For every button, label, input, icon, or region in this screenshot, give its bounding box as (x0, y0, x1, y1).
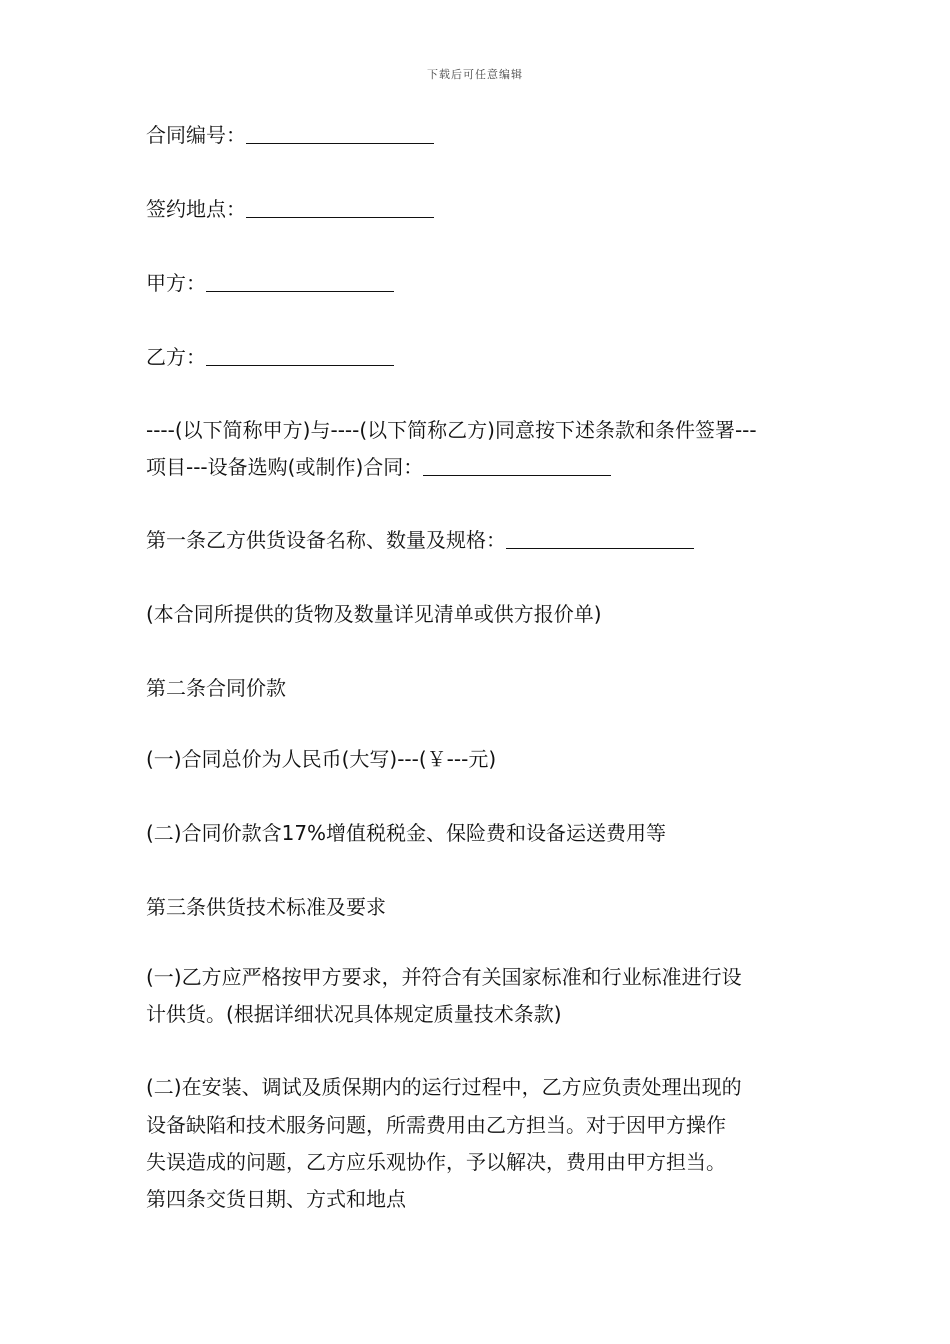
article-3-item-2-line-1: (二)在安装、调试及质保期内的运行过程中，乙方应负责处理出现的 (146, 1075, 742, 1099)
article-2-title: 第二条合同价款 (146, 676, 286, 700)
contract-number-blank (246, 123, 434, 144)
contract-number-line (146, 117, 818, 154)
intro-line-1: ----(以下简称甲方)与----(以下简称乙方)同意按下述条款和条件签署--- (146, 418, 757, 442)
signing-place-blank (246, 197, 434, 218)
article-1-note: (本合同所提供的货物及数量详见清单或供方报价单) (146, 602, 602, 626)
intro-line-2-text: 项目---设备选购(或制作)合同： (146, 455, 424, 479)
article-3-item-2-line-2: 设备缺陷和技术服务问题，所需费用由乙方担当。对于因甲方操作 (146, 1113, 726, 1137)
party-b-line (146, 339, 818, 376)
article-3-item-1-line-2: 计供货。(根据详细状况具体规定质量技术条款) (146, 1002, 562, 1026)
article-3-item-2-line-3: 失误造成的问题，乙方应乐观协作，予以解决，费用由甲方担当。 (146, 1150, 726, 1174)
party-a-line (146, 265, 818, 302)
article-1-line (146, 522, 818, 559)
signing-place-label: 签约地点： (146, 197, 246, 221)
signing-place-line (146, 191, 818, 228)
article-2-item-2: (二)合同价款含17%增值税税金、保险费和设备运送费用等 (146, 821, 667, 845)
article-1-text: 第一条乙方供货设备名称、数量及规格： (146, 528, 506, 552)
article-3-title: 第三条供货技术标准及要求 (146, 895, 386, 919)
contract-number-label: 合同编号： (146, 123, 246, 147)
contract-name-blank (423, 455, 611, 476)
intro-line-2 (146, 449, 818, 486)
party-b-label: 乙方： (146, 345, 206, 369)
article-3-item-1-line-1: (一)乙方应严格按甲方要求，并符合有关国家标准和行业标准进行设 (146, 965, 742, 989)
party-a-label: 甲方： (146, 271, 206, 295)
party-a-blank (206, 271, 394, 292)
equipment-spec-blank (506, 528, 694, 549)
article-2-item-1: (一)合同总价为人民币(大写)---(￥---元) (146, 747, 497, 771)
party-b-blank (206, 345, 394, 366)
article-4-title: 第四条交货日期、方式和地点 (146, 1187, 406, 1211)
header-note: 下载后可任意编辑 (427, 68, 523, 81)
